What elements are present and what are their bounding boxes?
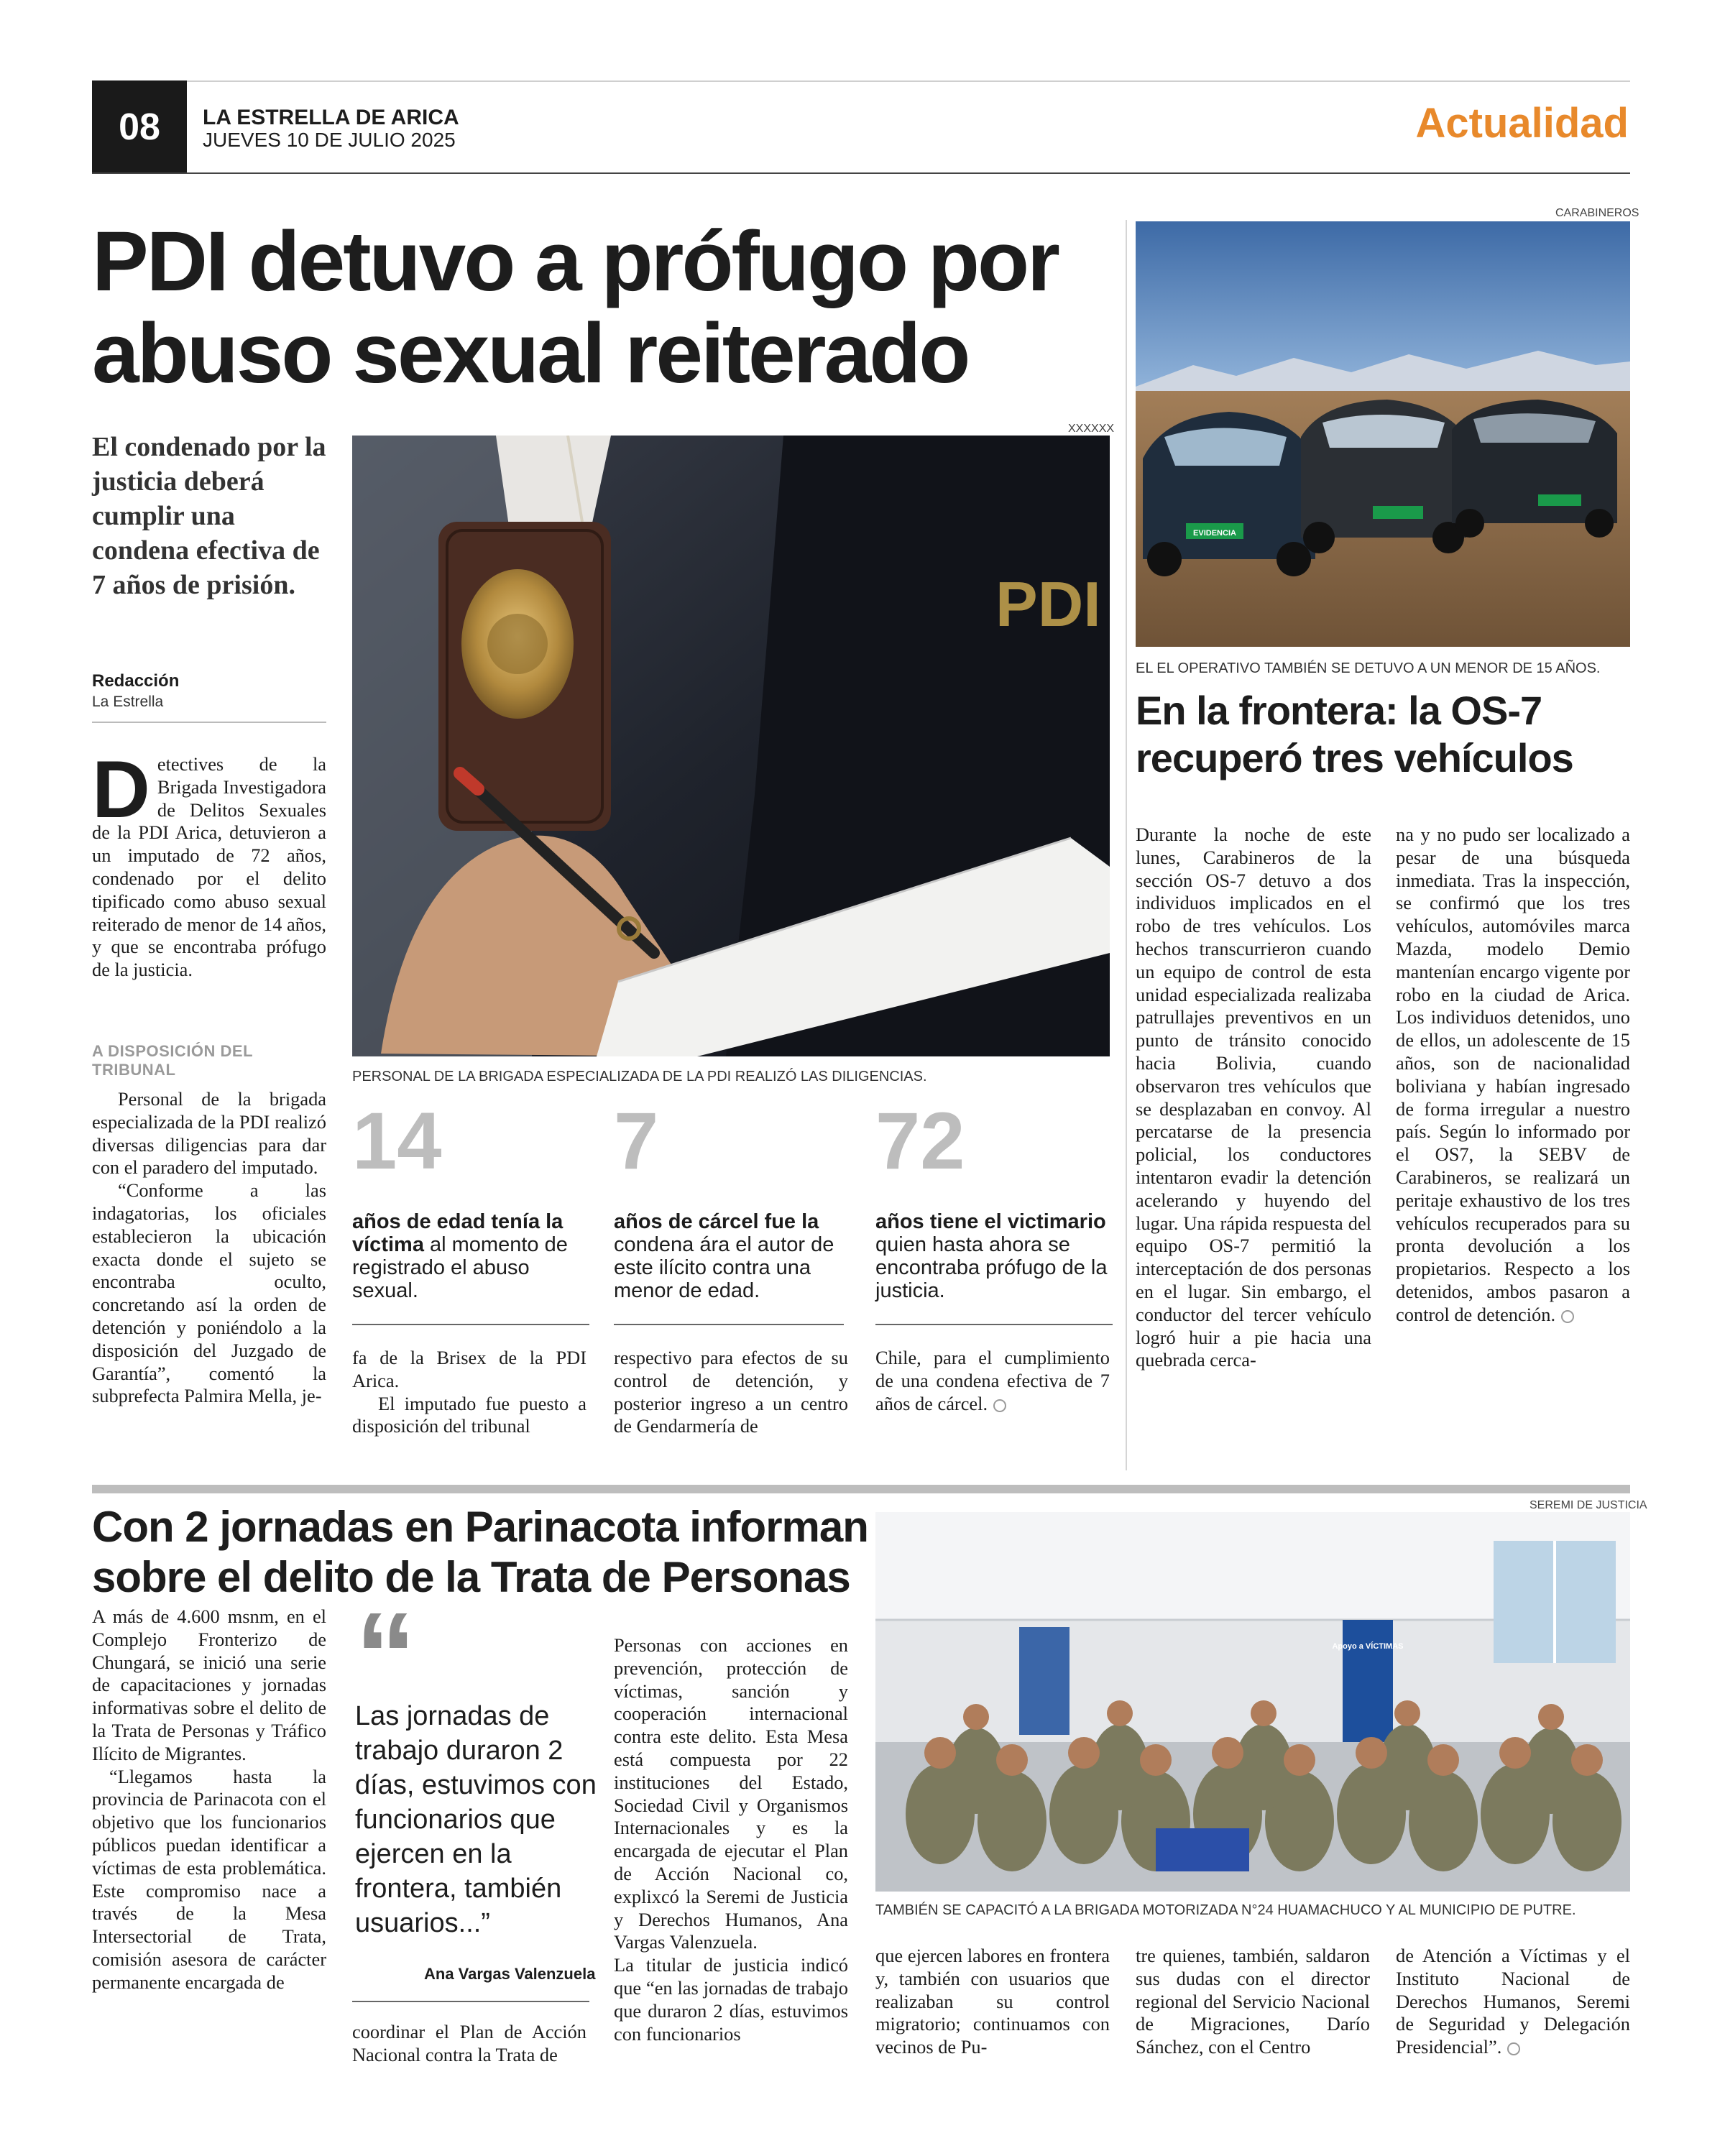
article1-photo-caption: PERSONAL DE LA BRIGADA ESPECIALIZADA DE LA PDI REALIZÓ LAS DILIGENCIAS. [352, 1069, 927, 1084]
car-2 [1301, 400, 1466, 553]
article1-lead [92, 745, 326, 982]
article3-col4: que ejercen labores en frontera y, también con usuarios que realizaban su control migratorio; continuamos con vecinos de Pu- [875, 1945, 1110, 2058]
pdi-officer-writing-illustration [352, 436, 1110, 1056]
article3-col5: tre quienes, también, saldaron sus dudas con el director regional del Servicio Nacional de Migraciones, Darío Sánchez, con el Centro [1136, 1945, 1370, 2058]
car-3 [1452, 400, 1617, 538]
fact-text: condena ára el autor de este ilícito contra una menor de edad. [614, 1233, 834, 1302]
article2-col2-text: na y no pudo ser localizado a pesar de una búsqueda inmediata. Tras la inspección, se confirmó que los tres vehículos, automóviles marca Mazda, modelo Demio mantenían encargo vigente por robo en la ciudad de Arica. Los individuos detenidos, uno de ellos, un adolescente de 15 años, son de nacionalidad boliviana y habían ingresado de forma irregular a nuestro país. Según lo informado por el OS7, la SEBV de Carabineros, se realizará un peritaje exhaustivo de los tres vehículos recuperados para su pronta devolución a los propietarios. Respecto a los detenidos, ambos pasaron a control de detención. [1396, 824, 1630, 1325]
fact-rule [614, 1324, 844, 1325]
fact-number: 72 [875, 1096, 965, 1186]
fact-rule [875, 1324, 1113, 1325]
byline-rule [92, 722, 326, 723]
article1-col1-p2: “Conforme a las indagatorias, los oficiales establecieron la ubicación exacta donde el sujeto se encontraba oculto, concretando así la orden de detención y poniéndolo a la disposición del Juzgado de Garantía”, comentó la subprefecta Palmira Mella, je- [92, 1179, 326, 1407]
end-mark-icon [1561, 1310, 1574, 1323]
end-mark-icon [993, 1399, 1006, 1412]
fact-text: quien hasta ahora se encontraba prófugo de la justicia. [875, 1233, 1108, 1302]
article3-photo-credit: SEREMI DE JUSTICIA [1530, 1499, 1647, 1511]
article3-col3 [614, 1634, 848, 2045]
fact-rule [352, 1324, 589, 1325]
section-title: Actualidad [1415, 100, 1629, 147]
article3-col1-p1: A más de 4.600 msnm, en el Complejo Fronterizo de Chungará, se inició una serie de capacitaciones y jornadas informativas sobre el delito de la Trata de Personas y Tráfico Ilícito de Migrantes. [92, 1606, 326, 1764]
fact-bold: años tiene el victimario [875, 1210, 1106, 1233]
article2-photo-caption: EL EL OPERATIVO TAMBIÉN SE DETUVO A UN MENOR DE 15 AÑOS. [1136, 660, 1601, 676]
article1-col1-p1: Personal de la brigada especializada de la PDI realizó diversas diligencias para dar con el paradero del imputado. [92, 1088, 326, 1179]
article3-photo [875, 1512, 1630, 1892]
article1-subhead: A DISPOSICIÓN DEL TRIBUNAL [92, 1042, 253, 1079]
article1-photo-credit: XXXXXX [1068, 423, 1115, 435]
article1-headline: PDI detuvo a prófugo por abuso sexual reiterado [92, 214, 1058, 401]
section-divider-rule [92, 1485, 1630, 1493]
fact-14 [352, 1096, 589, 1302]
article3-quote-author: Ana Vargas Valenzuela [424, 1965, 596, 1983]
fact-bold: años de edad tenía la víctima [352, 1210, 564, 1256]
article2-col1: Durante la noche de este lunes, Carabineros de la sección OS-7 detuvo a dos individuos implicados en el robo de tres vehículos. Los hechos transcurrieron cuando un equipo de control de esta unidad especializada realizaba patrullajes preventivos en un punto de tránsito conocido hacia Bolivia, cuando observaron tres vehículos que se desplazaban en convoy. Al percatarse de la presencia policial, los conductores intentaron evadir la detención acelerando y huyendo del lugar. Una rápida respuesta del equipo OS-7 permitió la interceptación de dos personas en el lugar. Sin embargo, el conductor del tercer vehículo logró huir a pie hacia una quebrada cerca- [1136, 824, 1371, 1371]
article3-headline: Con 2 jornadas en Parinacota informan sobre el delito de la Trata de Personas [92, 1503, 868, 1601]
article3-photo-caption: TAMBIÉN SE CAPACITÓ A LA BRIGADA MOTORIZADA N°24 HUAMACHUCO Y AL MUNICIPIO DE PUTRE. [875, 1902, 1576, 1918]
article2-headline: En la frontera: la OS-7 recuperó tres vehículos [1136, 688, 1573, 780]
fact-text: al momento de registrado el abuso sexual. [352, 1233, 568, 1302]
evidence-plate-label: EVIDENCIA [1193, 529, 1236, 538]
article1-photo [352, 436, 1110, 1056]
article3-col3-p2: La titular de justicia indicó que “en las jornadas de trabajo que duraron 2 días, estuvimos con funcionarios [614, 1954, 848, 2045]
article1-lead-text: etectives de la Brigada Investigadora de Delitos Sexuales de la PDI Arica, detuvieron a un imputado de 72 años, condenado por el delito tipificado como abuso sexual reiterado de menor de 14 años, y que se encontraba prófugo de la justicia. [92, 753, 326, 981]
article3-pull-quote: Las jornadas de trabajo duraron 2 días, estuvimos con funcionarios que ejercen en la frontera, también usuarios...” [355, 1701, 597, 1938]
article2-col2 [1396, 824, 1630, 1327]
article1-col4-text: Chile, para el cumplimiento de una condena efectiva de 7 años de cárcel. [875, 1347, 1110, 1414]
article2-photo-credit: CARABINEROS [1555, 207, 1639, 219]
article1-byline: Redacción [92, 671, 180, 691]
article1-col2-p2: El imputado fue puesto a disposición del tribunal [352, 1392, 586, 1437]
article3-col3-p1: Personas con acciones en prevención, protección de víctimas, sanción y cooperación internacional contra este delito. Esta Mesa está compuesta por 22 instituciones del Estado, Sociedad Civil y Organismos Internacionales y es la encargada de ejecutar el Plan de Acción Nacional co, explixcó la Seremi de Justicia y Derechos Humanos, Ana Vargas Valenzuela. [614, 1634, 848, 1953]
quote-mark-icon: “ [355, 1588, 416, 1724]
dropcap: D [92, 745, 150, 834]
article1-col2-p1: fa de la Brisex de la PDI Arica. [352, 1347, 586, 1391]
banner-text: Apoyo a VÍCTIMAS [1332, 1642, 1404, 1651]
article1-col1 [92, 1088, 326, 1408]
article3-col1-p2: “Llegamos hasta la provincia de Parinacota con el objetivo que los funcionarios públicos puedan identificar a víctimas de esta problemática. Este compromiso nace a través de la Mesa Intersectorial de Trata, comisión asesora de carácter permanente encargada de [92, 1765, 326, 1993]
article3-col1 [92, 1606, 326, 1994]
fact-number: 14 [352, 1096, 442, 1186]
end-mark-icon [1507, 2042, 1520, 2055]
training-session-illustration [875, 1512, 1630, 1892]
article3-col6 [1396, 1945, 1630, 2059]
car-1 [1143, 412, 1315, 576]
fact-bold: años de cárcel fue la [614, 1210, 819, 1233]
issue-date: JUEVES 10 DE JULIO 2025 [203, 129, 456, 151]
fact-72 [875, 1096, 1113, 1302]
article1-col2 [352, 1347, 586, 1438]
article3-col2: coordinar el Plan de Acción Nacional contra la Trata de [352, 2021, 586, 2065]
fact-number: 7 [614, 1096, 659, 1186]
svg-text:PDI: PDI [995, 568, 1101, 640]
article1-col3: respectivo para efectos de su control de detención, y posterior ingreso a un centro de Gendarmería de [614, 1347, 848, 1437]
article1-col4 [875, 1347, 1110, 1415]
newspaper-name: LA ESTRELLA DE ARICA [203, 106, 459, 129]
recovered-cars-illustration [1136, 221, 1630, 647]
article3-col6-text: de Atención a Víctimas y el Instituto Nacional de Derechos Humanos, Seremi de Seguridad y Delegación Presidencial”. [1396, 1945, 1630, 2058]
page-number: 08 [92, 80, 187, 174]
fact-7 [614, 1096, 844, 1302]
article1-byline-org: La Estrella [92, 694, 164, 710]
column-divider [1126, 220, 1127, 1470]
header-bottom-rule [92, 172, 1630, 174]
quote-rule [352, 2001, 589, 2002]
article2-photo [1136, 221, 1630, 647]
article1-deck: El condenado por la justicia deberá cumplir una condena efectiva de 7 años de prisión. [92, 432, 326, 600]
header-top-rule [92, 80, 1630, 82]
